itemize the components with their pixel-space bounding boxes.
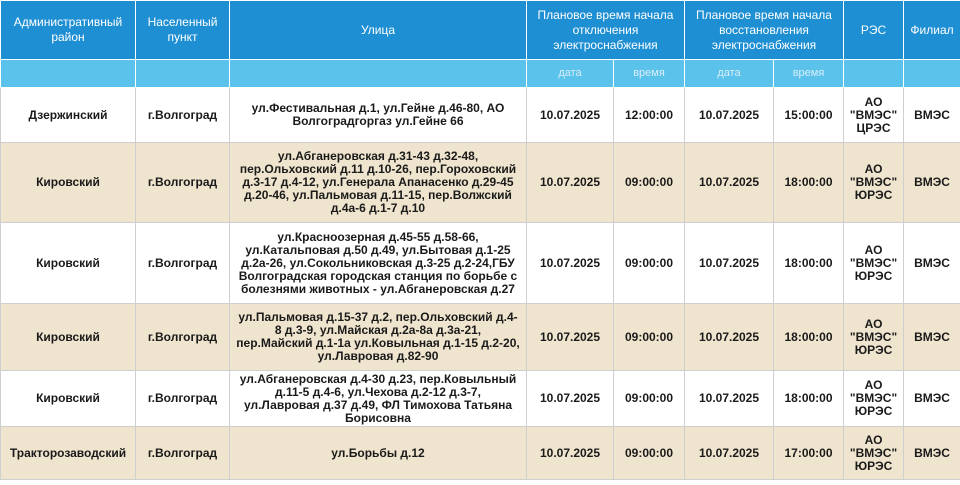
on-time-cell: 18:00:00 [774, 143, 844, 223]
header-branch: Филиал [904, 1, 960, 60]
subheader-empty [230, 60, 527, 88]
on-time-cell: 18:00:00 [774, 223, 844, 304]
street-cell: ул.Борьбы д.12 [230, 427, 527, 480]
branch-cell: ВМЭС [904, 143, 960, 223]
branch-cell: ВМЭС [904, 304, 960, 371]
district-cell: Кировский [1, 223, 136, 304]
locality-cell: г.Волгоград [136, 371, 230, 427]
header-street: Улица [230, 1, 527, 60]
off-time-cell: 12:00:00 [614, 88, 685, 143]
branch-cell: ВМЭС [904, 371, 960, 427]
table-row [1, 88, 960, 143]
on-time-cell: 17:00:00 [774, 427, 844, 480]
header-on-time: Плановое время начала восстановления электроснабжения [685, 1, 844, 60]
off-date-cell: 10.07.2025 [527, 304, 614, 371]
off-time-cell: 09:00:00 [614, 143, 685, 223]
res-line: ЦРЭС [856, 120, 891, 135]
subheader-empty [1, 60, 136, 88]
on-date-cell: 10.07.2025 [685, 143, 774, 223]
branch-cell: ВМЭС [904, 427, 960, 480]
street-cell: ул.Пальмовая д.15-37 д.2, пер.Ольховский д.4-8 д.3-9, ул.Майская д.2а-8а д.3а-21, пер.Майский д.1-1а ул.Ковыльная д.1-15 д.2-20, ул.Лавровая д.82-90 [230, 304, 527, 371]
off-date-cell: 10.07.2025 [527, 88, 614, 143]
on-time-cell: 18:00:00 [774, 371, 844, 427]
on-date-cell: 10.07.2025 [685, 223, 774, 304]
res-line: "ВМЭС" [849, 445, 898, 460]
res-line: АО [864, 378, 883, 392]
off-time-cell: 09:00:00 [614, 427, 685, 480]
res-line: "ВМЭС" [849, 255, 898, 270]
subheader-on-time: время [774, 60, 844, 88]
district-cell: Дзержинский [1, 88, 136, 143]
district-cell: Кировский [1, 371, 136, 427]
res-line: ЮРЭС [854, 268, 893, 283]
res-line: АО [864, 242, 883, 257]
off-date-cell: 10.07.2025 [527, 223, 614, 304]
res-cell [844, 223, 904, 304]
off-time-cell: 09:00:00 [614, 223, 685, 304]
district-cell: Кировский [1, 143, 136, 223]
res-cell [844, 371, 904, 427]
res-line: "ВМЭС" [849, 329, 898, 344]
subheader-empty [844, 60, 904, 88]
res-line: АО [864, 316, 883, 331]
table-row [1, 223, 960, 304]
locality-cell: г.Волгоград [136, 223, 230, 304]
on-date-cell: 10.07.2025 [685, 304, 774, 371]
street-cell: ул.Фестивальная д.1, ул.Гейне д.46-80, АО Волгоградгоргаз ул.Гейне 66 [230, 88, 527, 143]
table-row [1, 427, 960, 480]
district-cell: Тракторозаводский [1, 427, 136, 480]
table-row [1, 304, 960, 371]
res-line: АО [864, 162, 883, 176]
district-cell: Кировский [1, 304, 136, 371]
res-cell [844, 427, 904, 480]
subheader-off-time: время [614, 60, 685, 88]
off-date-cell: 10.07.2025 [527, 371, 614, 427]
header-res: РЭС [844, 1, 904, 60]
on-time-cell: 18:00:00 [774, 304, 844, 371]
locality-cell: г.Волгоград [136, 88, 230, 143]
off-time-cell: 09:00:00 [614, 304, 685, 371]
res-line: "ВМЭС" [849, 107, 898, 122]
street-cell: ул.Абганеровская д.31-43 д.32-48, пер.Ольховский д.11 д.10-26, пер.Гороховский д.3-17 д.4-12, ул.Генерала Апанасенко д.29-45 д.20-46, ул.Пальмовая д.11-15, пер.Волжский д.4а-6 д.1-7 д.10 [230, 143, 527, 223]
locality-cell: г.Волгоград [136, 427, 230, 480]
on-date-cell: 10.07.2025 [685, 88, 774, 143]
subheader-on-date: дата [685, 60, 774, 88]
header-locality: Населенный пункт [136, 1, 230, 60]
locality-cell: г.Волгоград [136, 143, 230, 223]
subheader-empty [136, 60, 230, 88]
res-cell [844, 88, 904, 143]
res-line: АО [864, 432, 883, 447]
res-cell [844, 143, 904, 223]
res-line: ЮРЭС [854, 342, 893, 357]
subheader-off-date: дата [527, 60, 614, 88]
on-time-cell: 15:00:00 [774, 88, 844, 143]
off-date-cell: 10.07.2025 [527, 143, 614, 223]
branch-cell: ВМЭС [904, 223, 960, 304]
subheader-empty [904, 60, 960, 88]
off-date-cell: 10.07.2025 [527, 427, 614, 480]
on-date-cell: 10.07.2025 [685, 427, 774, 480]
locality-cell: г.Волгоград [136, 304, 230, 371]
res-line: "ВМЭС" [849, 175, 898, 189]
table-row [1, 371, 960, 427]
res-line: "ВМЭС" [849, 391, 898, 405]
street-cell: ул.Красноозерная д.45-55 д.58-66, ул.Катальповая д.50 д.49, ул.Бытовая д.1-25 д.2а-26, ул.Сокольниковская д.3-25 д.2-24,ГБУ Волгоградская городская станция по борьбе с болезнями животных - ул.Абганеровская д.27 [230, 223, 527, 304]
res-line: ЮРЭС [854, 404, 893, 418]
res-line: ЮРЭС [854, 458, 893, 473]
branch-cell: ВМЭС [904, 88, 960, 143]
street-cell: ул.Абганеровская д.4-30 д.23, пер.Ковыльный д.11-5 д.4-6, ул.Чехова д.2-12 д.3-7, ул.Лавровая д.37 д.49, ФЛ Тимохова Татьяна Борисовна [230, 371, 527, 427]
res-cell [844, 304, 904, 371]
header-district: Административный район [1, 1, 136, 60]
off-time-cell: 09:00:00 [614, 371, 685, 427]
res-line: ЮРЭС [854, 188, 893, 202]
res-line: АО [864, 94, 883, 109]
header-off-time: Плановое время начала отключения электроснабжения [527, 1, 685, 60]
table-row [1, 143, 960, 223]
on-date-cell: 10.07.2025 [685, 371, 774, 427]
